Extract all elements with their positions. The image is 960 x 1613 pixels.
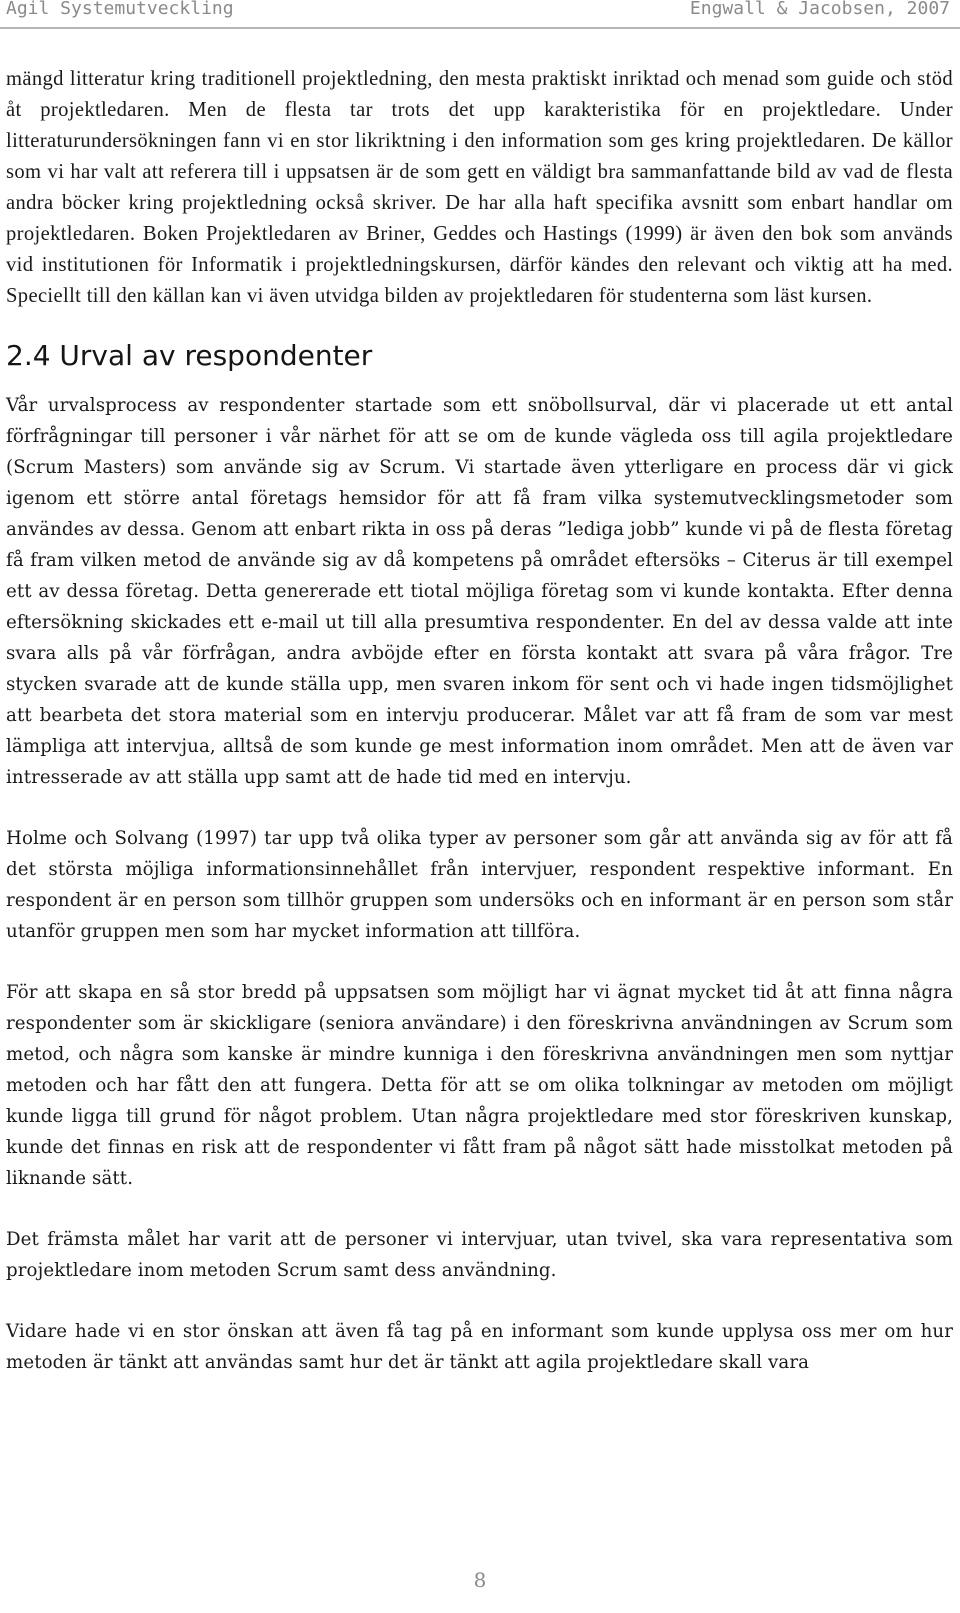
paragraph-gap <box>6 1194 953 1224</box>
paragraph-informant: Vidare hade vi en stor önskan att även få tag på en informant som kunde upplysa oss mer om hur metoden är tänkt att användas samt hur det är tänkt att agila projektledare skall vara <box>6 1321 953 1373</box>
paragraph-gap <box>6 1286 953 1316</box>
paragraph-respondent-types: Holme och Solvang (1997) tar upp två olika typer av personer som går att använda sig av för att få det största möjliga informationsinnehållet från intervjuer, respondent respektive informant. En respondent är en person som tillhör gruppen som undersöks och en informant är en person som står utanför gruppen men som har mycket information att tillföra. <box>6 828 953 942</box>
paragraph-intro: mängd litteratur kring traditionell projektledning, den mesta praktiskt inriktad och menad som guide och stöd åt projektledaren. Men de flesta tar trots det upp karakteristika för en projektledare. Under litteraturundersökningen fann vi en stor likriktning i den information som ges kring projektledaren. De källor som vi har valt att referera till i uppsatsen är de som gett en väldigt bra sammanfattande bild av vad de flesta andra böcker kring projektledning också skriver. De har alla haft specifika avsnitt som enbart handlar om projektledaren. Boken Projektledaren av Briner, Geddes och Hastings (1999) är även den bok som används vid institutionen för Informatik i projektledningskursen, därför kändes den relevant och viktig att ha med. Speciellt till den källan kan vi även utvidga bilden av projektledaren för studenterna som läst kursen. <box>6 68 953 307</box>
header-title-left: Agil Systemutveckling <box>6 0 234 19</box>
section-heading: 2.4 Urval av respondenter <box>6 339 373 372</box>
paragraph-main-goal: Det främsta målet har varit att de personer vi intervjuar, utan tvivel, ska vara representativa som projektledare inom metoden Scrum samt dess användning. <box>6 1229 953 1281</box>
paragraph-gap <box>6 947 953 977</box>
page-header <box>0 0 960 22</box>
paragraph-gap <box>6 793 953 823</box>
page-number: 8 <box>473 1568 487 1592</box>
paragraph-selection-process: Vår urvalsprocess av respondenter startade som ett snöbollsurval, där vi placerade ut ett antal förfrågningar till personer i vår närhet för att se om de kunde vägleda oss till agila projektledare (Scrum Masters) som använde sig av Scrum. Vi startade även ytterligare en process där vi gick igenom ett större antal företags hemsidor för att få fram vilka systemutvecklingsmetoder som användes av dessa. Genom att enbart rikta in oss på deras ”lediga jobb” kunde vi på de flesta företag få fram vilken metod de använde sig av då kompetens på området eftersöks – Citerus är till exempel ett av dessa företag. Detta genererade ett tiotal möjliga företag som vi kunde kontakta. Efter denna eftersökning skickades ett e-mail ut till alla presumtiva respondenter. En del av dessa valde att inte svara alls på vår förfrågan, andra avböjde efter en första kontakt att svara på våra frågor. Tre stycken svarade att de kunde ställa upp, men svaren inkom för sent och vi hade ingen tidsmöjlighet att bearbeta det stora material som en intervju producerar. Målet var att få fram de som var mest lämpliga att intervjua, alltså de som kunde ge mest information inom området. Men att de även var intresserade av att ställa upp samt att de hade tid med en intervju. <box>6 395 953 788</box>
header-title-right: Engwall & Jacobsen, 2007 <box>689 0 950 19</box>
header-divider <box>0 27 960 29</box>
paragraph-breadth: För att skapa en så stor bredd på uppsatsen som möjligt har vi ägnat mycket tid åt att finna några respondenter som är skickligare (seniora användare) i den föreskrivna användningen av Scrum som metod, och några som kanske är mindre kunniga i den föreskrivna användningen men som nyttjar metoden och har fått den att fungera. Detta för att se om olika tolkningar av metoden om möjligt kunde ligga till grund för något problem. Utan några projektledare med stor föreskriven kunskap, kunde det finnas en risk att de respondenter vi fått fram på något sätt hade misstolkat metoden på liknande sätt. <box>6 982 953 1189</box>
document-body <box>6 64 953 1378</box>
